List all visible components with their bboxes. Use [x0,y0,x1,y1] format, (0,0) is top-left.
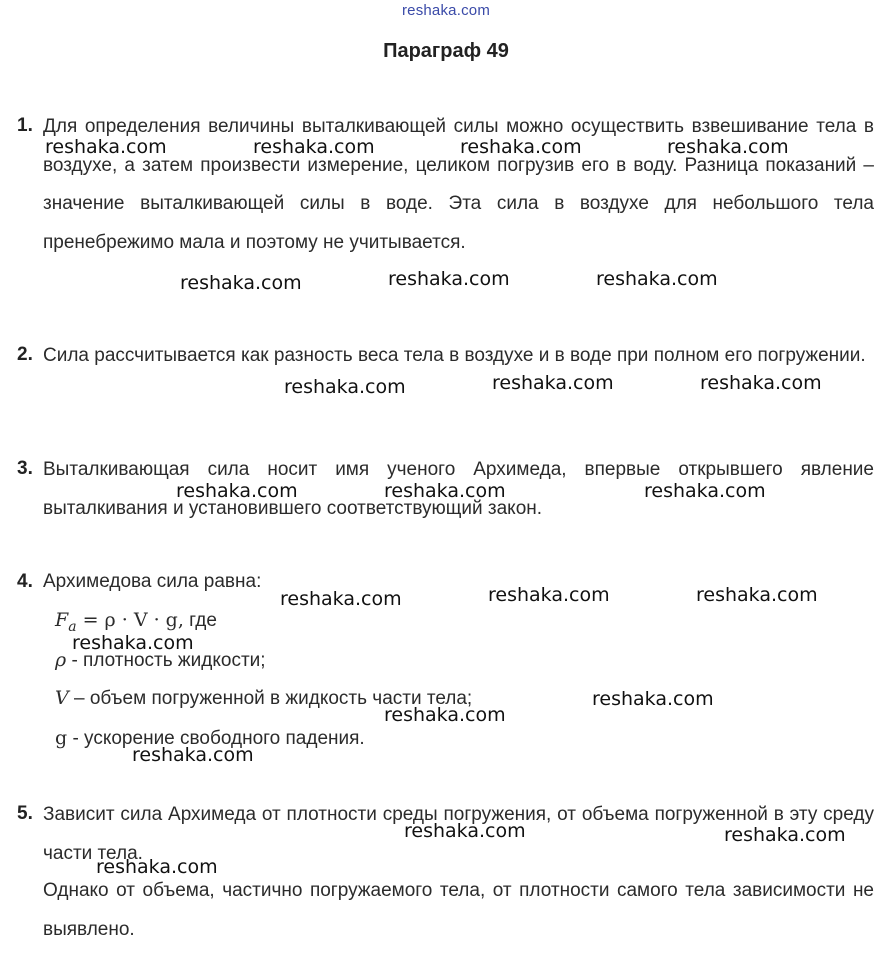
item-number: 5. [17,803,33,824]
page-title: Параграф 49 [383,40,509,62]
watermark: reshaka.com [596,268,718,290]
item-text-2: Однако от объема, частично погружаемого тела, от плотности самого тела зависимости не выявлено. [43,880,874,940]
item-intro: Архимедова сила равна: [43,571,262,592]
watermark: reshaka.com [96,856,218,878]
item-text: Сила рассчитывается как разность веса тела в воздухе и в воде при полном его погружении. [43,345,866,366]
site-link[interactable]: reshaka.com [401,2,491,19]
def-text: – объем погруженной в жидкость части тела; [68,688,473,709]
item-number: 4. [17,571,33,592]
watermark: reshaka.com [700,372,822,394]
formula-rhs: = ρ · V · g, [76,609,184,631]
watermark: reshaka.com [384,480,506,502]
formula-sub: a [68,618,77,635]
watermark: reshaka.com [644,480,766,502]
watermark: reshaka.com [180,272,302,294]
item-number: 3. [17,458,33,479]
watermark: reshaka.com [592,688,714,710]
watermark: reshaka.com [404,820,526,842]
item-text: Зависит сила Архимеда от плотности среды погружения, от объема погруженной в эту среду части тела. [43,804,874,864]
watermark: reshaka.com [460,136,582,158]
watermark: reshaka.com [132,744,254,766]
watermark: reshaka.com [45,136,167,158]
def-symbol: ρ [55,649,67,671]
watermark: reshaka.com [667,136,789,158]
watermark: reshaka.com [284,376,406,398]
item-number: 2. [17,344,33,365]
watermark: reshaka.com [388,268,510,290]
watermark: reshaka.com [488,584,610,606]
item-text: Для определения величины выталкивающей силы можно осуществить взвешивание тела в воздухе, а затем произвести измерение, целиком погрузив его в воду. Разница показаний – значение выталкивающей силы в воде. Эта сила в воздухе для небольшого тела пренебрежимо мала и поэтому не учитывается. [43,116,874,253]
def-text: - ускорение свободного падения. [67,728,365,749]
def-symbol: g [55,727,68,749]
watermark: reshaka.com [492,372,614,394]
watermark: reshaka.com [724,824,846,846]
watermark: reshaka.com [384,704,506,726]
watermark: reshaka.com [696,584,818,606]
watermark: reshaka.com [176,480,298,502]
watermark: reshaka.com [72,632,194,654]
def-symbol: V [55,687,69,709]
def-text: - плотность жидкости; [66,650,266,671]
item-number: 1. [17,115,33,136]
watermark: reshaka.com [280,588,402,610]
watermark: reshaka.com [253,136,375,158]
formula-suffix: где [183,610,217,631]
formula-lhs: F [55,609,69,631]
item-text: Выталкивающая сила носит имя ученого Архимеда, впервые открывшего явление выталкивания и установившего соответствующий закон. [43,459,874,519]
